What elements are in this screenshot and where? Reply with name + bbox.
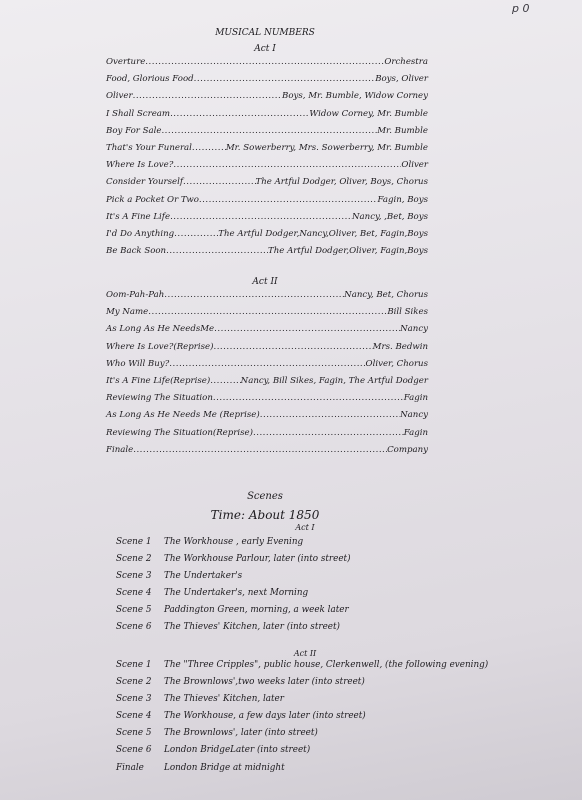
song-row: Where Is Love?(Reprise) ..... Mrs. Bedwin	[106, 342, 428, 359]
scene-row: Scene 1 The Workhouse , early Evening	[116, 537, 304, 547]
corner-handwritten-mark: p 0	[512, 2, 530, 15]
leader-dots	[210, 376, 240, 386]
leader-dots	[199, 195, 378, 205]
musical-numbers-title: MUSICAL NUMBERS	[215, 28, 315, 38]
scene-row: Scene 6 London BridgeLater (into street)	[116, 745, 311, 756]
song-row: I Shall Scream ..... Widow Corney, Mr. Bumble	[106, 109, 428, 126]
song-row: Who Will Buy? ..... Oliver, Chorus	[106, 359, 428, 376]
scene-row: Scene 3 The Undertaker's	[116, 571, 243, 582]
act1-scene-list	[116, 537, 516, 640]
song-row: Overture ..... Orchestra	[106, 57, 428, 74]
scene-row: Scene 2 The Workhouse Parlour, later (into street)	[116, 554, 351, 565]
leader-dots	[161, 126, 377, 136]
song-row: As Long As He NeedsMe ..... Nancy	[106, 324, 428, 341]
song-row: Boy For Sale ..... Mr. Bumble	[106, 126, 428, 143]
scenes-title: Scenes	[247, 491, 283, 502]
scene-row: Finale London Bridge at midnight	[116, 762, 285, 773]
leader-dots	[133, 445, 387, 455]
scenes-act2-label: Act II	[293, 649, 317, 658]
scene-row: Scene 6 The Thieves' Kitchen, later (into street)	[116, 622, 340, 633]
scene-row: Scene 4 The Undertaker's, next Morning	[116, 588, 309, 599]
song-row: It's A Fine Life(Reprise) ..... Nancy, Bill Sikes, Fagin, The Artful Dodger	[106, 376, 428, 393]
leader-dots	[260, 410, 400, 420]
leader-dots	[174, 229, 218, 239]
musical-numbers-act2-label: Act II	[252, 277, 278, 287]
act1-song-list	[106, 57, 428, 263]
leader-dots	[253, 428, 404, 438]
leader-dots	[166, 246, 268, 256]
leader-dots	[133, 91, 282, 101]
song-row: Oom-Pah-Pah ..... Nancy, Bet, Chorus	[106, 290, 428, 307]
leader-dots	[213, 342, 372, 352]
leader-dots	[173, 160, 401, 170]
song-row: Food, Glorious Food ..... Boys, Oliver	[106, 74, 428, 91]
scene-row: Scene 5 The Brownlows', later (into street)	[116, 728, 318, 739]
scene-row: Scene 5 Paddington Green, morning, a week later	[116, 605, 349, 616]
leader-dots	[192, 143, 226, 153]
leader-dots	[164, 290, 344, 300]
scene-row: Scene 3 The Thieves' Kitchen, later	[116, 694, 284, 705]
scene-row: Scene 2 The Brownlows',two weeks later (into street)	[116, 677, 365, 688]
song-row: As Long As He Needs Me (Reprise) ..... Nancy	[106, 410, 428, 427]
leader-dots	[183, 177, 255, 187]
leader-dots	[148, 307, 387, 317]
song-row: Be Back Soon ..... The Artful Dodger,Oliver, Fagin,Boys	[106, 246, 428, 263]
song-row: Consider Yourself ..... The Artful Dodger, Oliver, Boys, Chorus	[106, 177, 428, 194]
song-row: Where Is Love? ..... Oliver	[106, 160, 428, 177]
leader-dots	[213, 393, 404, 403]
scenes-act1-label: Act I	[295, 523, 315, 532]
scene-row: Scene 4 The Workhouse, a few days later (into street)	[116, 711, 366, 722]
leader-dots	[170, 109, 309, 119]
leader-dots	[214, 324, 400, 334]
song-row: I'd Do Anything ..... The Artful Dodger,Nancy,Oliver, Bet, Fagin,Boys	[106, 229, 428, 246]
scenes-time: Time: About 1850	[210, 508, 320, 522]
song-row: Reviewing The Situation ..... Fagin	[106, 393, 428, 410]
song-row: Reviewing The Situation(Reprise) ..... Fagin	[106, 428, 428, 445]
scene-row: Scene 1 The "Three Cripples", public house, Clerkenwell, (the following evening)	[116, 660, 489, 670]
leader-dots	[145, 57, 384, 67]
act2-song-list	[106, 290, 428, 462]
song-row: That's Your Funeral ..... Mr. Sowerberry, Mrs. Sowerberry, Mr. Bumble	[106, 143, 428, 160]
leader-dots	[170, 212, 352, 222]
song-row: Finale ..... Company	[106, 445, 428, 462]
leader-dots	[194, 74, 376, 84]
act2-scene-list	[116, 660, 556, 780]
song-row: My Name ..... Bill Sikes	[106, 307, 428, 324]
leader-dots	[169, 359, 365, 369]
song-row: It's A Fine Life ..... Nancy, ,Bet, Boys	[106, 212, 428, 229]
song-row: Pick a Pocket Or Two ..... Fagin, Boys	[106, 195, 428, 212]
musical-numbers-act1-label: Act I	[254, 44, 276, 54]
song-row: Oliver ..... Boys, Mr. Bumble, Widow Corney	[106, 91, 428, 108]
